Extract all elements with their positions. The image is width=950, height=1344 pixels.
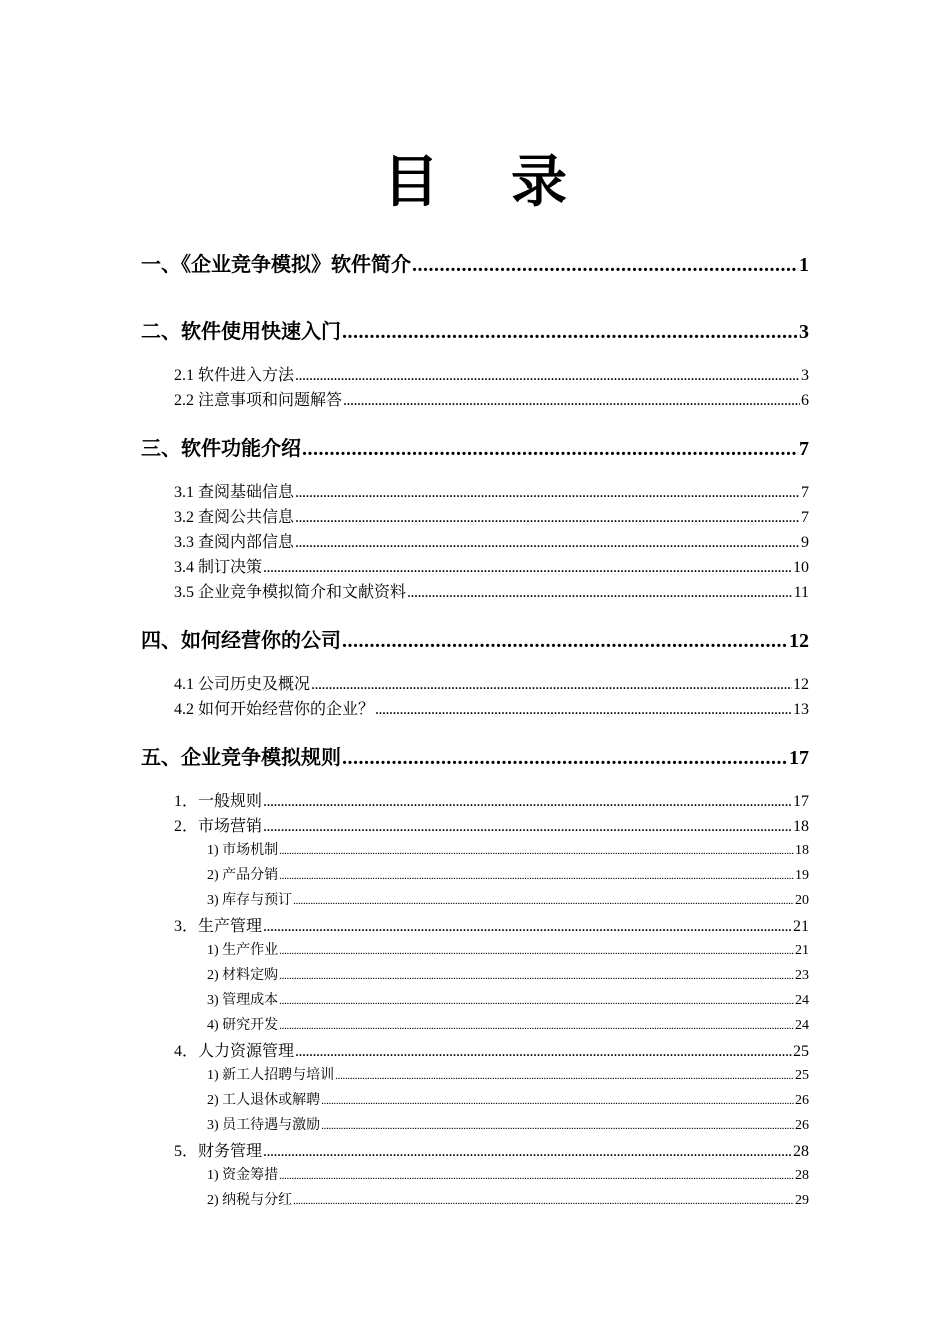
toc-entry-3-1[interactable] [174, 479, 809, 501]
toc-entry-5-3[interactable] [174, 913, 809, 935]
toc-leader-dots [263, 918, 792, 936]
toc-leader-dots [311, 676, 792, 694]
toc-leader-dots [343, 392, 800, 410]
toc-leader-dots [295, 1043, 792, 1061]
toc-entry-label: 1) 生产作业 [207, 943, 279, 958]
toc-page-number: 23 [795, 968, 809, 983]
toc-entry-label: 2) 产品分销 [207, 868, 279, 883]
toc-page-number: 7 [799, 438, 809, 460]
toc-leader-dots [263, 793, 792, 811]
toc-page-number: 28 [795, 1168, 809, 1183]
toc-entry-label: 1．一般规则 [174, 793, 263, 810]
toc-entry-label: 2) 纳税与分红 [207, 1193, 293, 1208]
toc-entry-label: 三、软件功能介绍 [141, 436, 301, 460]
toc-page-number: 25 [795, 1068, 809, 1083]
title-char-2: 录 [511, 149, 567, 215]
toc-leader-dots [295, 484, 800, 502]
toc-entry-5-5[interactable] [174, 1138, 809, 1160]
toc-leader-dots [279, 945, 794, 957]
toc-leader-dots [295, 367, 800, 385]
toc-leader-dots [263, 559, 792, 577]
toc-leader-dots [342, 747, 788, 770]
toc-page-number: 29 [795, 1193, 809, 1208]
toc-entry-label: 1) 市场机制 [207, 843, 279, 858]
toc-entry-label: 2.2 注意事项和问题解答 [174, 392, 343, 409]
toc-entry-3-2[interactable] [174, 504, 809, 526]
toc-leader-dots [293, 895, 794, 907]
toc-entry-label: 4.1 公司历史及概况 [174, 676, 311, 693]
toc-entry-section-2[interactable] [141, 315, 809, 341]
toc-leader-dots [302, 438, 798, 461]
toc-page-number: 18 [793, 818, 809, 835]
toc-entry-5-2-1[interactable] [207, 839, 809, 859]
toc-page-number: 18 [795, 843, 809, 858]
toc-page-number: 21 [795, 943, 809, 958]
toc-entry-label: 四、如何经营你的公司 [141, 628, 341, 652]
toc-entry-label: 3) 管理成本 [207, 993, 279, 1008]
toc-page-number: 3 [801, 367, 809, 384]
toc-entry-label: 2) 材料定购 [207, 968, 279, 983]
toc-page-number: 17 [793, 793, 809, 810]
toc-page-number: 12 [789, 630, 809, 652]
toc-page-number: 7 [801, 484, 809, 501]
toc-entry-label: 3.3 查阅内部信息 [174, 534, 295, 551]
toc-page-number: 10 [793, 559, 809, 576]
toc-leader-dots [412, 254, 798, 277]
toc-entry-label: 4．人力资源管理 [174, 1043, 295, 1060]
toc-page-number: 13 [793, 701, 809, 718]
toc-page-number: 25 [793, 1043, 809, 1060]
toc-entry-label: 五、企业竞争模拟规则 [141, 745, 341, 769]
toc-page-number: 12 [793, 676, 809, 693]
toc-page-number: 24 [795, 993, 809, 1008]
toc-entry-5-5-1[interactable] [207, 1164, 809, 1184]
toc-page-number: 1 [799, 254, 809, 276]
toc-entry-label: 4) 研究开发 [207, 1018, 279, 1033]
toc-leader-dots [342, 321, 798, 344]
toc-entry-3-4[interactable] [174, 554, 809, 576]
toc-entry-label: 1) 新工人招聘与培训 [207, 1068, 335, 1083]
toc-entry-label: 3.2 查阅公共信息 [174, 509, 295, 526]
toc-leader-dots [279, 1170, 794, 1182]
toc-entry-5-2-3[interactable] [207, 889, 809, 909]
toc-page-number: 17 [789, 747, 809, 769]
toc-entry-5-4-1[interactable] [207, 1064, 809, 1084]
toc-entry-label: 二、软件使用快速入门 [141, 319, 341, 343]
toc-entry-2-1[interactable] [174, 362, 809, 384]
toc-entry-label: 3．生产管理 [174, 918, 263, 935]
toc-entry-5-1[interactable] [174, 788, 809, 810]
toc-page-number: 19 [795, 868, 809, 883]
toc-entry-5-3-4[interactable] [207, 1014, 809, 1034]
toc-leader-dots [263, 818, 792, 836]
toc-leader-dots [279, 845, 794, 857]
toc-entry-5-4[interactable] [174, 1038, 809, 1060]
toc-leader-dots [279, 1020, 794, 1032]
toc-page-number: 6 [801, 392, 809, 409]
toc-entry-5-4-2[interactable] [207, 1089, 809, 1109]
toc-entry-label: 2.1 软件进入方法 [174, 367, 295, 384]
toc-entry-label: 3.4 制订决策 [174, 559, 263, 576]
toc-leader-dots [279, 995, 794, 1007]
toc-entry-label: 5．财务管理 [174, 1143, 263, 1160]
toc-entry-3-3[interactable] [174, 529, 809, 551]
toc-entry-label: 1) 资金筹措 [207, 1168, 279, 1183]
title-char-1: 目 [383, 149, 439, 215]
toc-entry-5-4-3[interactable] [207, 1114, 809, 1134]
toc-entry-label: 3) 员工待遇与激励 [207, 1118, 321, 1133]
toc-entry-section-1[interactable] [141, 248, 809, 274]
toc-page-number: 3 [799, 321, 809, 343]
toc-page-number: 7 [801, 509, 809, 526]
toc-leader-dots [279, 970, 794, 982]
toc-leader-dots [407, 584, 793, 602]
toc-page-number: 28 [793, 1143, 809, 1160]
toc-leader-dots [295, 534, 800, 552]
toc-entry-label: 一、《企业竞争模拟》软件简介 [141, 252, 411, 276]
toc-entry-section-5[interactable] [141, 741, 809, 767]
toc-page-number: 9 [801, 534, 809, 551]
toc-entry-4-2[interactable] [174, 696, 809, 718]
toc-entry-5-3-2[interactable] [207, 964, 809, 984]
toc-page-number: 11 [793, 584, 809, 601]
toc-page-number: 26 [795, 1093, 809, 1108]
toc-entry-5-2[interactable] [174, 813, 809, 835]
toc-entry-2-2[interactable] [174, 387, 809, 409]
toc-page-number: 21 [793, 918, 809, 935]
toc-leader-dots [293, 1195, 794, 1207]
toc-page-number: 26 [795, 1118, 809, 1133]
toc-leader-dots [375, 701, 792, 719]
toc-leader-dots [335, 1070, 794, 1082]
toc-entry-4-1[interactable] [174, 671, 809, 693]
toc-leader-dots [342, 630, 788, 653]
toc-leader-dots [295, 509, 800, 527]
page-title [0, 150, 950, 214]
toc-leader-dots [263, 1143, 792, 1161]
toc-entry-label: 3.5 企业竞争模拟简介和文献资料 [174, 584, 407, 601]
toc-entry-3-5[interactable] [174, 579, 809, 601]
toc-leader-dots [321, 1120, 794, 1132]
toc-page-number: 24 [795, 1018, 809, 1033]
toc-page-number: 20 [795, 893, 809, 908]
toc-entry-label: 4.2 如何开始经营你的企业？ [174, 701, 375, 718]
toc-entry-5-5-2[interactable] [207, 1189, 809, 1209]
toc-entry-label: 2．市场营销 [174, 818, 263, 835]
toc-entry-label: 3) 库存与预订 [207, 893, 293, 908]
toc-entry-label: 2) 工人退休或解聘 [207, 1093, 321, 1108]
toc-leader-dots [279, 870, 794, 882]
toc-entry-5-3-3[interactable] [207, 989, 809, 1009]
toc-entry-5-2-2[interactable] [207, 864, 809, 884]
toc-entry-section-3[interactable] [141, 432, 809, 458]
toc-leader-dots [321, 1095, 794, 1107]
toc-entry-section-4[interactable] [141, 624, 809, 650]
toc-entry-5-3-1[interactable] [207, 939, 809, 959]
toc-entry-label: 3.1 查阅基础信息 [174, 484, 295, 501]
